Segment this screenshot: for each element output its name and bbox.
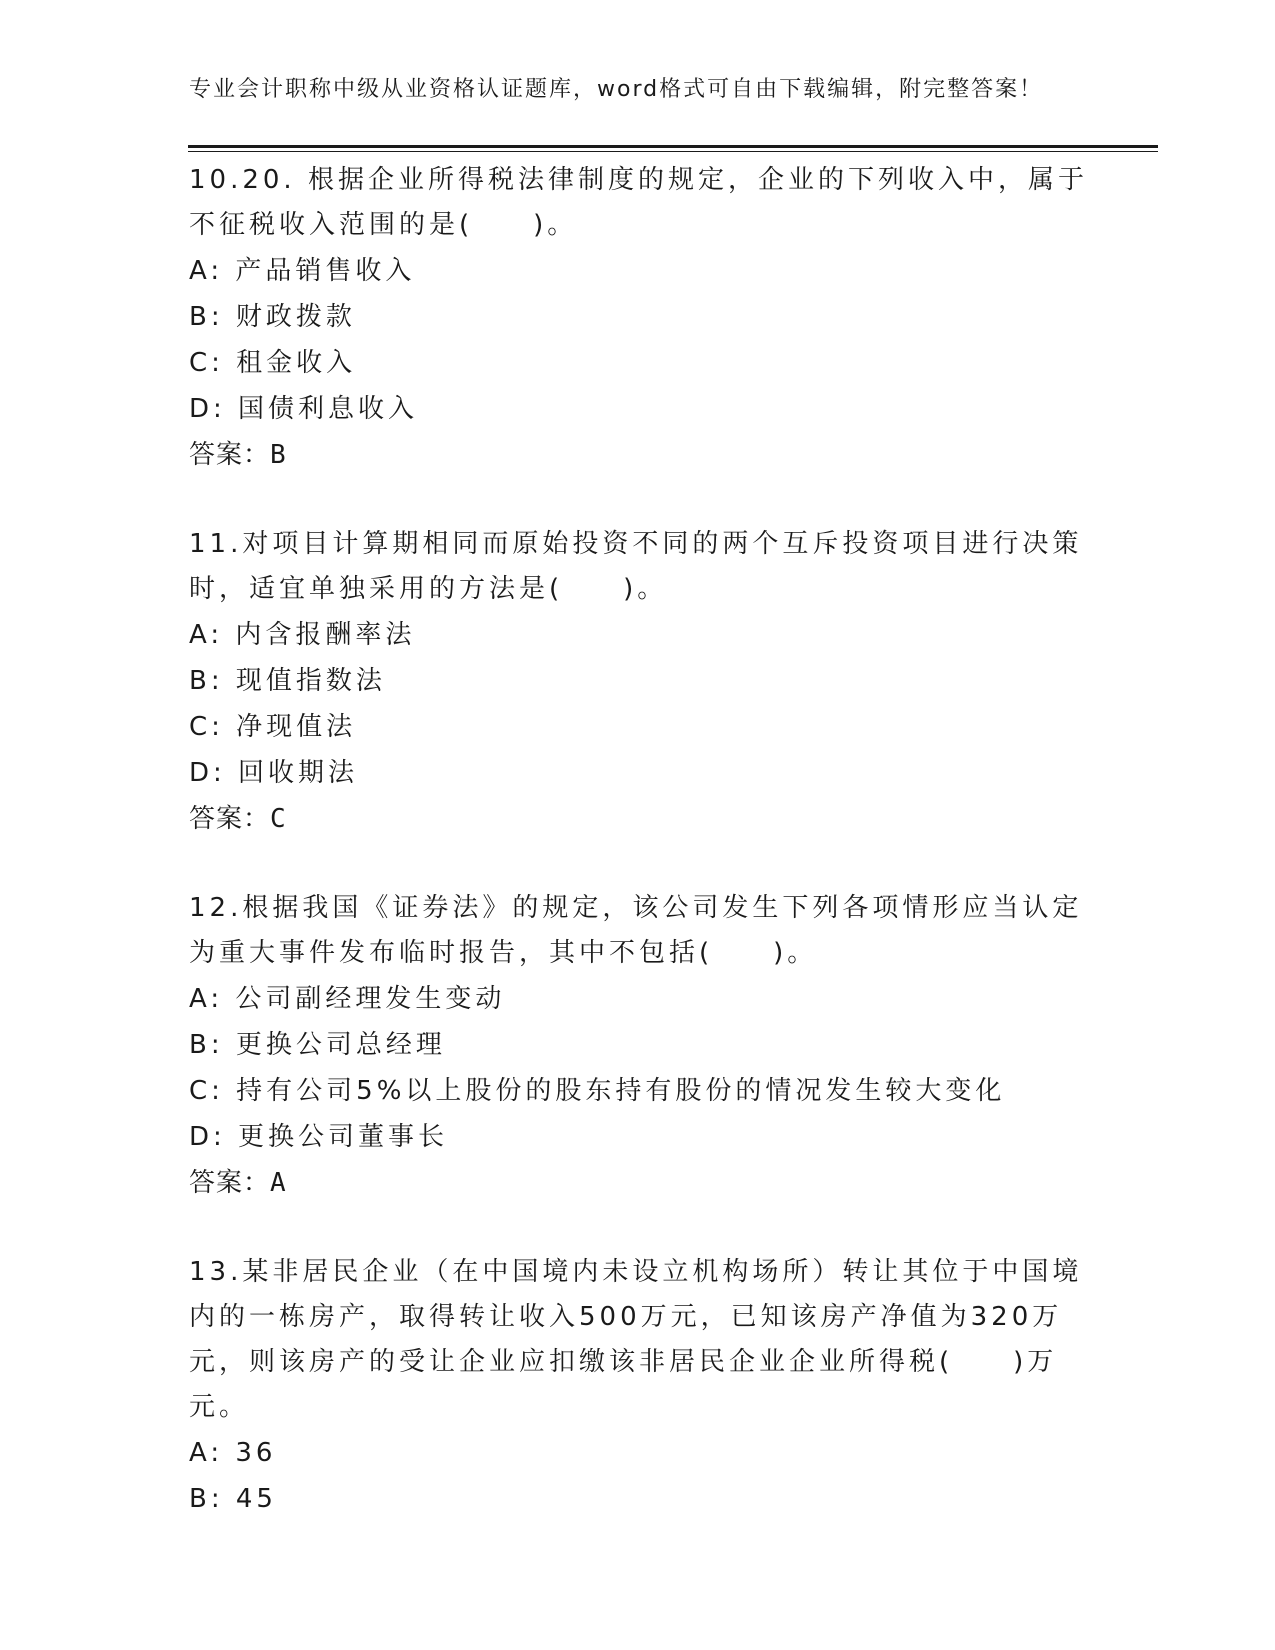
question-text: 12.根据我国《证券法》的规定，该公司发生下列各项情形应当认定为重大事件发布临时报告，其中不包括( )。: [189, 893, 1083, 968]
question-10: [189, 158, 1089, 478]
answer-value: B: [270, 440, 287, 470]
header-divider-thick: [188, 145, 1158, 148]
answer-line: [189, 1160, 1089, 1206]
answer-line: [189, 796, 1089, 842]
answer-label: 答案：: [189, 1168, 271, 1198]
question-text: 13.某非居民企业（在中国境内未设立机构场所）转让其位于中国境内的一栋房产，取得转让收入500万元，已知该房产净值为320万元，则该房产的受让企业应扣缴该非居民企业企业所得税( )万元。: [189, 1257, 1083, 1422]
option-b: B: 现值指数法: [189, 666, 386, 696]
option-d: D: 国债利息收入: [189, 394, 419, 424]
question-list: [189, 158, 1089, 1566]
question-text: 11.对项目计算期相同而原始投资不同的两个互斥投资项目进行决策时，适宜单独采用的方法是( )。: [189, 529, 1083, 604]
question-13: [189, 1250, 1089, 1522]
option-b: B: 财政拨款: [189, 302, 356, 332]
header-divider-thin: [188, 151, 1158, 152]
page-header: 专业会计职称中级从业资格认证题库，word格式可自由下载编辑，附完整答案！: [189, 77, 1044, 102]
question-text: 10.20. 根据企业所得税法律制度的规定，企业的下列收入中，属于不征税收入范围的是( )。: [189, 165, 1088, 240]
answer-label: 答案：: [189, 440, 271, 470]
option-a: A: 36: [189, 1438, 277, 1468]
answer-label: 答案：: [189, 804, 271, 834]
option-d: D: 更换公司董事长: [189, 1122, 449, 1152]
option-b: B: 45: [189, 1484, 277, 1514]
option-a: A: 内含报酬率法: [189, 620, 416, 650]
option-a: A: 产品销售收入: [189, 256, 416, 286]
question-11: [189, 522, 1089, 842]
option-c: C: 净现值法: [189, 712, 357, 742]
answer-line: [189, 432, 1089, 478]
question-12: [189, 886, 1089, 1206]
answer-value: C: [270, 804, 287, 834]
option-a: A: 公司副经理发生变动: [189, 984, 506, 1014]
option-d: D: 回收期法: [189, 758, 359, 788]
option-b: B: 更换公司总经理: [189, 1030, 446, 1060]
answer-value: A: [270, 1168, 287, 1198]
option-c: C: 租金收入: [189, 348, 357, 378]
option-c: C: 持有公司5%以上股份的股东持有股份的情况发生较大变化: [189, 1076, 1006, 1106]
